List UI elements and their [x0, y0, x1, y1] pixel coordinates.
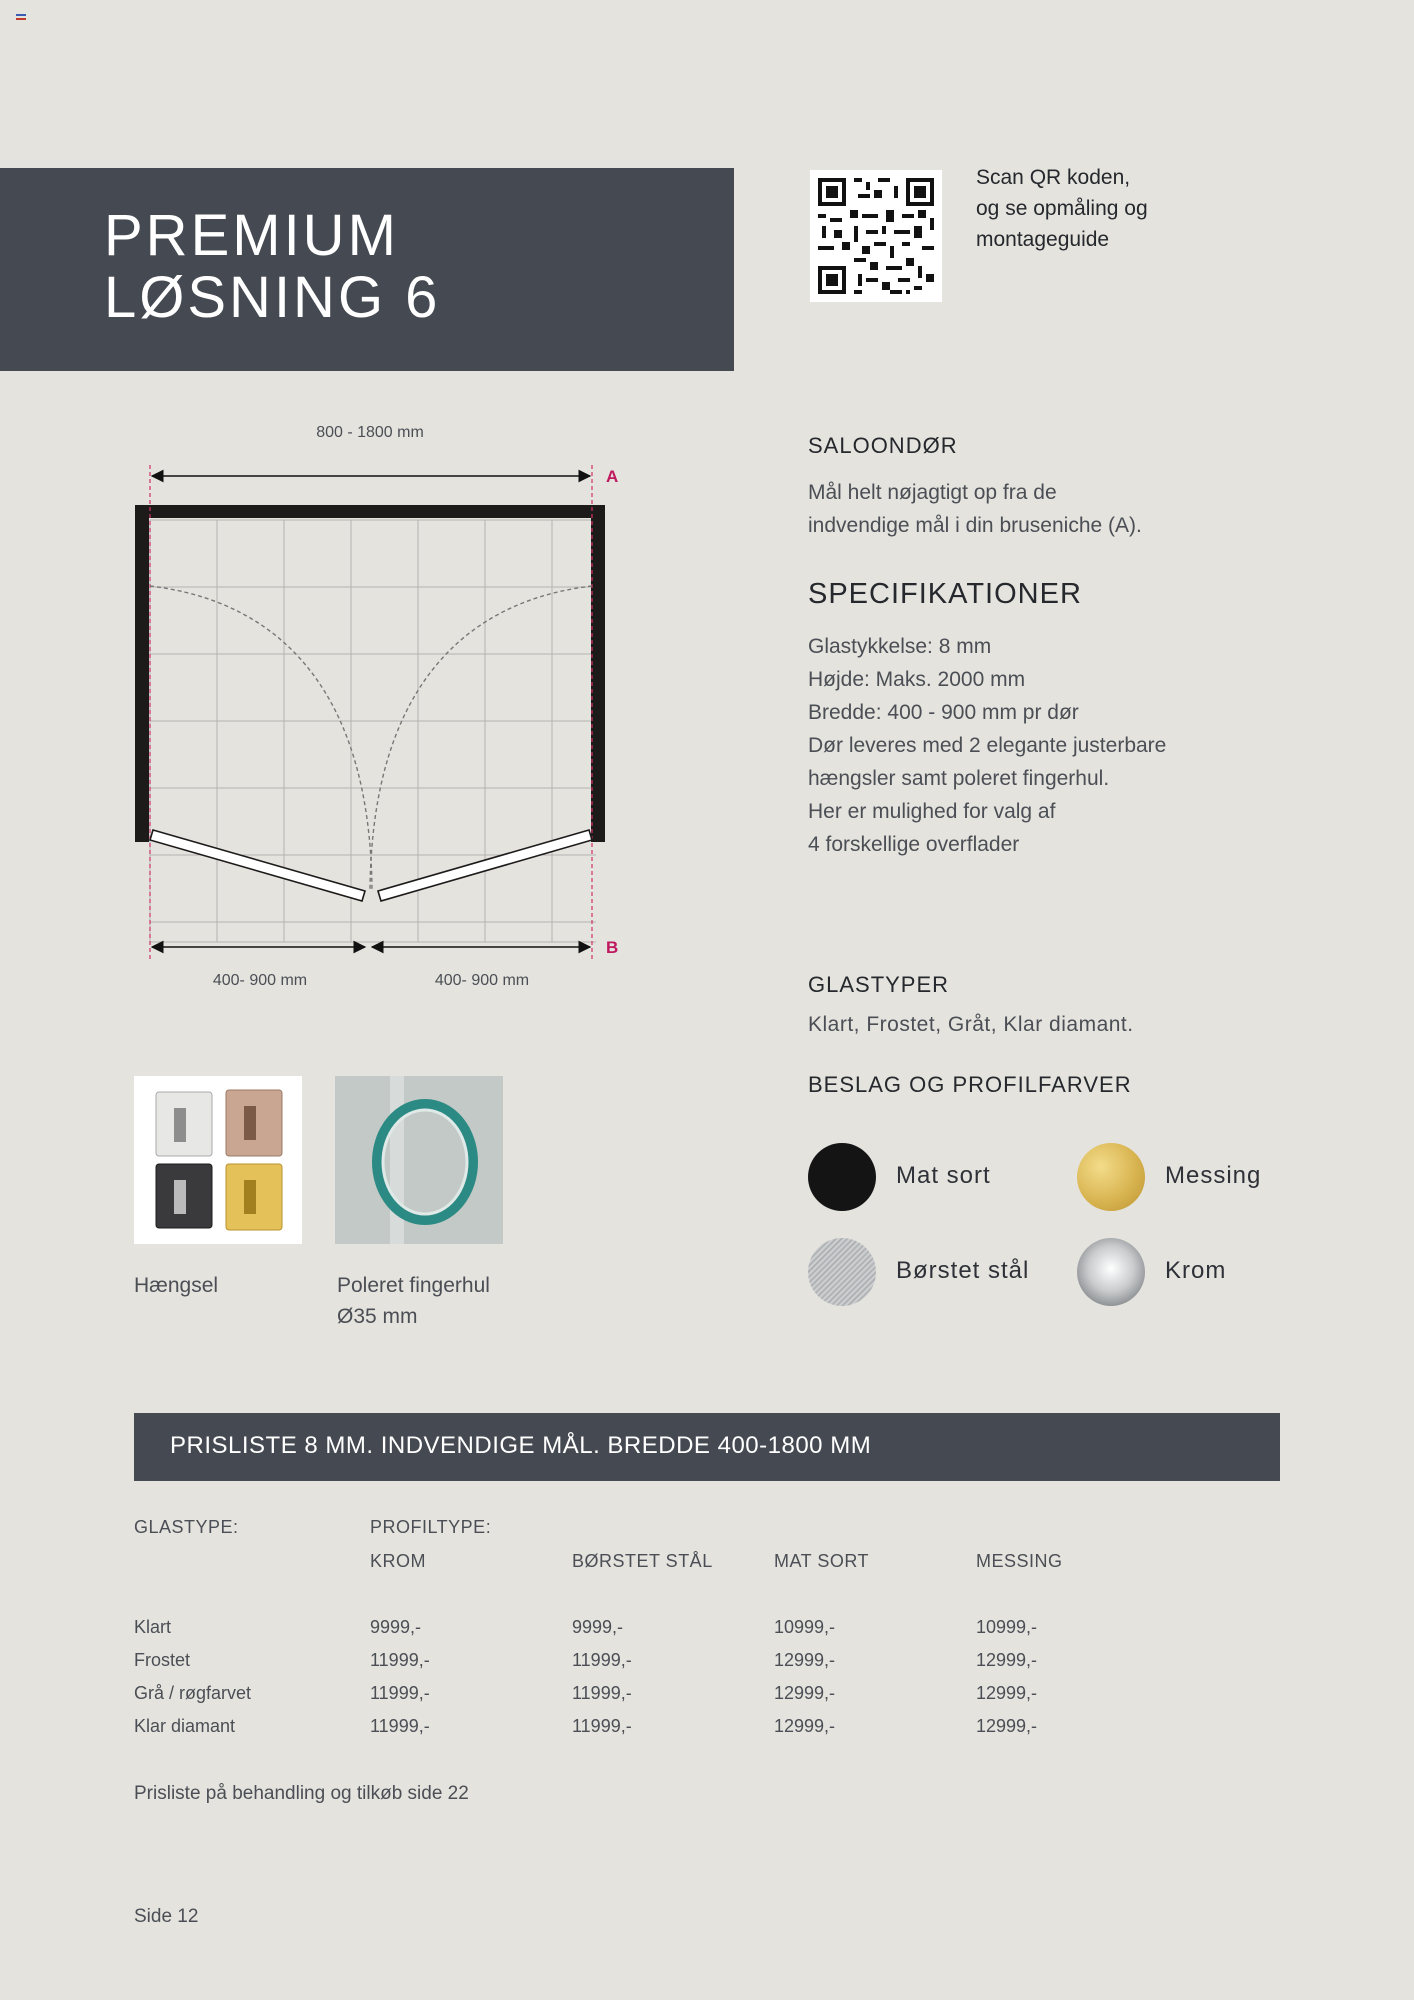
qr-text-line: og se opmåling og [976, 197, 1148, 220]
profile-type-header: PROFILTYPE: [370, 1517, 492, 1537]
swatch-krom [1077, 1238, 1145, 1306]
swatch-borstet-stal [808, 1238, 876, 1306]
pricelist-banner [134, 1413, 1280, 1481]
price-cell: 11999,- [572, 1650, 632, 1670]
dimension-right-label: 400- 900 mm [434, 972, 530, 989]
page-number: Side 12 [134, 1906, 199, 1927]
diagram-svg [120, 420, 640, 1000]
marker-b: B [606, 938, 619, 957]
menu-icon[interactable] [16, 14, 26, 22]
price-cell: 12999,- [976, 1650, 1038, 1670]
tile-grid [150, 520, 596, 942]
qr-code[interactable] [810, 170, 942, 302]
hinge-label: Hængsel [134, 1274, 219, 1297]
price-cell: 11999,- [370, 1650, 430, 1670]
price-cell: 11999,- [572, 1716, 632, 1736]
price-cell: 12999,- [774, 1650, 836, 1670]
marker-a: A [606, 467, 619, 486]
column-header-mat-sort: MAT SORT [774, 1551, 870, 1571]
qr-instructions [976, 162, 1148, 255]
price-cell: 9999,- [572, 1617, 624, 1637]
spec-line: Højde: Maks. 2000 mm [808, 668, 1026, 691]
spec-line: Dør leveres med 2 elegante justerbare [808, 734, 1167, 757]
title-line-2: LØSNING 6 [104, 265, 441, 330]
price-cell: 10999,- [774, 1617, 836, 1637]
pricelist-note: Prisliste på behandling og tilkøb side 22 [134, 1783, 469, 1804]
price-cell: 12999,- [976, 1716, 1038, 1736]
row-glass-name: Klar diamant [134, 1716, 236, 1736]
fingerhole-photo [335, 1076, 503, 1244]
shower-door-diagram [120, 420, 640, 1000]
saloondor-line: Mål helt nøjagtigt op fra de [808, 481, 1057, 504]
saloondor-line: indvendige mål i din bruseniche (A). [808, 514, 1142, 537]
beslag-heading: BESLAG OG PROFILFARVER [808, 1072, 1132, 1097]
column-header-krom: KROM [370, 1551, 426, 1571]
right-wall [591, 505, 605, 842]
price-cell: 12999,- [774, 1683, 836, 1703]
glastyper-text: Klart, Frostet, Gråt, Klar diamant. [808, 1013, 1134, 1036]
pricelist-title: PRISLISTE 8 MM. INDVENDIGE MÅL. BREDDE 400-1800 MM [170, 1432, 872, 1459]
spec-line: Glastykkelse: 8 mm [808, 635, 992, 658]
swatch-messing [1077, 1143, 1145, 1211]
price-cell: 12999,- [774, 1716, 836, 1736]
column-header-borstet-stal: BØRSTET STÅL [572, 1551, 713, 1571]
price-cell: 11999,- [370, 1716, 430, 1736]
column-header-messing: MESSING [976, 1551, 1063, 1571]
title-line-1: PREMIUM [104, 203, 399, 268]
fingerhole-label [337, 1270, 490, 1332]
door-panel-left [150, 830, 365, 901]
qr-code-graphic [810, 170, 942, 302]
spec-line: 4 forskellige overflader [808, 833, 1020, 856]
back-wall [135, 505, 605, 518]
specs-list [808, 630, 1166, 861]
row-glass-name: Frostet [134, 1650, 191, 1670]
qr-text-line: Scan QR koden, [976, 166, 1131, 189]
row-glass-name: Klart [134, 1617, 172, 1637]
price-cell: 12999,- [976, 1683, 1038, 1703]
saloondor-heading: SALOONDØR [808, 433, 958, 458]
swatch-mat-sort [808, 1143, 876, 1211]
qr-text-line: montageguide [976, 228, 1110, 251]
swatch-label: Krom [1165, 1257, 1227, 1284]
fingerhole-label-line-2: Ø35 mm [337, 1305, 418, 1328]
title-banner [0, 168, 734, 371]
glastyper-heading: GLASTYPER [808, 972, 950, 997]
spec-line: Bredde: 400 - 900 mm pr dør [808, 701, 1079, 724]
saloondor-text [808, 476, 1142, 542]
swatch-label: Mat sort [896, 1162, 991, 1189]
fingerhole-illustration [335, 1076, 503, 1244]
price-cell: 9999,- [370, 1617, 422, 1637]
left-wall [135, 505, 149, 842]
dimension-left-label: 400- 900 mm [212, 972, 308, 989]
glass-type-header: GLASTYPE: [134, 1517, 239, 1537]
row-glass-name: Grå / røgfarvet [134, 1683, 252, 1703]
price-cell: 11999,- [370, 1683, 430, 1703]
spec-line: Her er mulighed for valg af [808, 800, 1056, 823]
hinge-illustration [134, 1076, 302, 1244]
dimension-top-label: 800 - 1800 mm [316, 424, 424, 441]
swatch-label: Messing [1165, 1162, 1262, 1189]
price-cell: 11999,- [572, 1683, 632, 1703]
spec-line: hængsler samt poleret fingerhul. [808, 767, 1110, 790]
specs-heading: SPECIFIKATIONER [808, 578, 1082, 610]
price-cell: 10999,- [976, 1617, 1038, 1637]
hinge-photo [134, 1076, 302, 1244]
fingerhole-label-line-1: Poleret fingerhul [337, 1274, 490, 1297]
swatch-label: Børstet stål [896, 1257, 1030, 1284]
